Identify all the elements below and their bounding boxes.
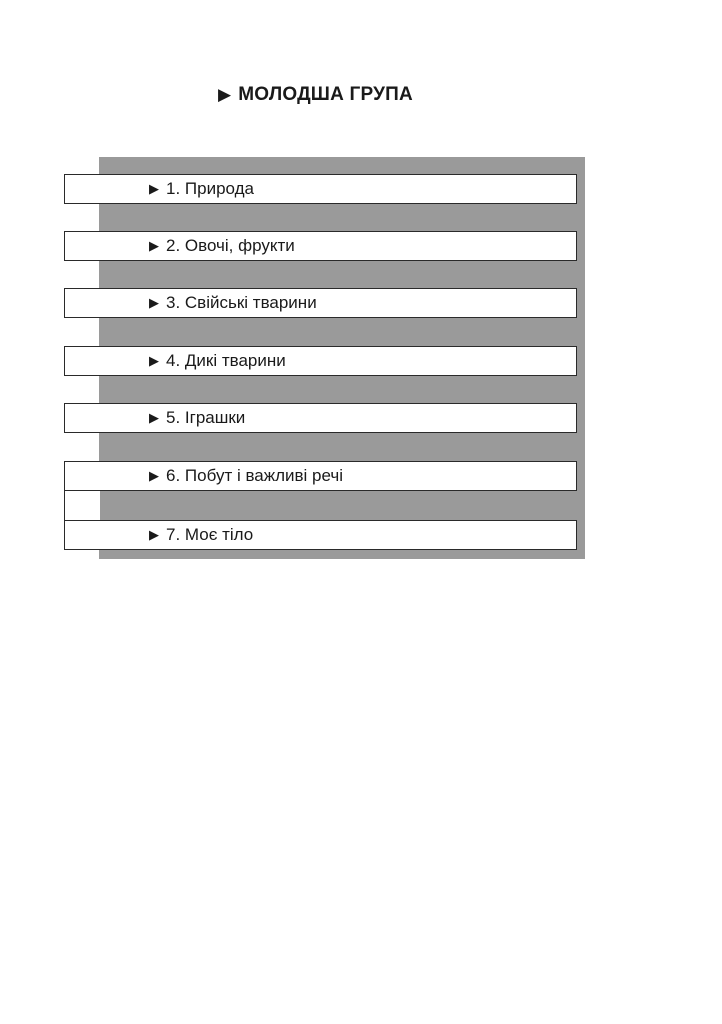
row-connector [64, 491, 100, 520]
topic-label: 5. Іграшки [166, 408, 246, 427]
topic-row-6 [64, 461, 577, 491]
topic-row-7 [64, 520, 577, 550]
topic-label: 2. Овочі, фрукти [166, 236, 295, 255]
page-title [218, 84, 413, 106]
topic-label: 1. Природа [166, 179, 254, 198]
topic-row-2 [64, 231, 577, 261]
topic-row-5 [64, 403, 577, 433]
page-title-text: МОЛОДША ГРУПА [238, 84, 413, 105]
play-triangle-icon: ▶ [218, 85, 232, 104]
topic-row-3 [64, 288, 577, 318]
topic-row-1 [64, 174, 577, 204]
topic-label: 7. Моє тіло [166, 525, 254, 544]
play-triangle-icon: ▶ [149, 410, 159, 425]
play-triangle-icon: ▶ [149, 468, 159, 483]
play-triangle-icon: ▶ [149, 295, 159, 310]
topic-label: 4. Дикі тварини [166, 351, 286, 370]
topic-label: 6. Побут і важливі речі [166, 466, 344, 485]
play-triangle-icon: ▶ [149, 238, 159, 253]
topic-row-4 [64, 346, 577, 376]
topic-label: 3. Свійські тварини [166, 293, 317, 312]
play-triangle-icon: ▶ [149, 353, 159, 368]
play-triangle-icon: ▶ [149, 181, 159, 196]
play-triangle-icon: ▶ [149, 527, 159, 542]
